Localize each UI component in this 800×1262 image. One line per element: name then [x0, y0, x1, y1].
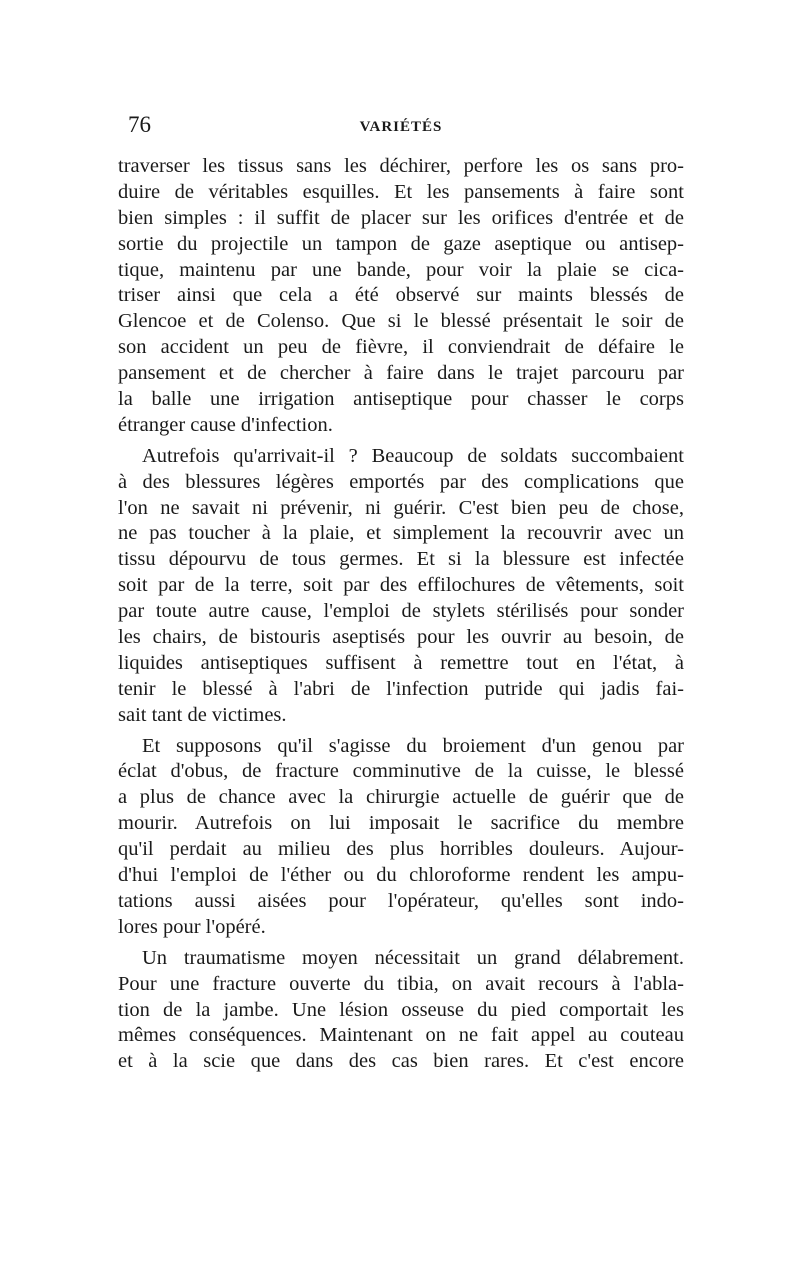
paragraph-2: [118, 444, 684, 729]
text-line: duire de véritables esquilles. Et les pansements à faire sont: [118, 180, 684, 203]
text-line: tique, maintenu par une bande, pour voir la plaie se cica-: [118, 258, 684, 281]
text-line: d'hui l'emploi de l'éther ou du chloroforme rendent les ampu-: [118, 864, 684, 887]
text-line: et à la scie que dans des cas bien rares. Et c'est encore: [118, 1050, 684, 1073]
text-line: éclat d'obus, de fracture comminutive de la cuisse, le blessé: [118, 760, 684, 783]
text-line: sait tant de victimes.: [118, 703, 287, 726]
text-line: traverser les tissus sans les déchirer, perfore les os sans pro-: [118, 155, 684, 177]
page-header: [118, 108, 684, 142]
text-line: par toute autre cause, l'emploi de stylets stérilisés pour sonder: [118, 600, 684, 623]
text-line: triser ainsi que cela a été observé sur maints blessés de: [118, 284, 684, 307]
text-line: qu'il perdait au milieu des plus horribles douleurs. Aujour-: [118, 838, 684, 861]
text-line: tenir le blessé à l'abri de l'infection putride qui jadis fai-: [118, 677, 684, 700]
text-line: ne pas toucher à la plaie, et simplement la recouvrir avec un: [118, 522, 684, 545]
text-line: Un traumatisme moyen nécessitait un grand délabrement.: [142, 946, 684, 969]
text-line: mêmes conséquences. Maintenant on ne fait appel au couteau: [118, 1024, 684, 1047]
text-line: tissu dépourvu de tous germes. Et si la blessure est infectée: [118, 548, 684, 571]
text-line: mourir. Autrefois on lui imposait le sacrifice du membre: [118, 812, 684, 835]
text-line: Et supposons qu'il s'agisse du broiement d'un genou par: [142, 734, 684, 757]
running-title: VARIÉTÉS: [359, 119, 443, 135]
text-line: a plus de chance avec la chirurgie actuelle de guérir que de: [118, 786, 684, 809]
text-line: lores pour l'opéré.: [118, 915, 266, 938]
text-line: à des blessures légères emportés par des complications que: [118, 470, 684, 493]
text-line: étranger cause d'infection.: [118, 413, 333, 436]
text-line: Pour une fracture ouverte du tibia, on avait recours à l'abla-: [118, 972, 684, 995]
paragraph-3: [118, 734, 684, 941]
book-page: [118, 108, 684, 1075]
text-line: Glencoe et de Colenso. Que si le blessé présentait le soir de: [118, 310, 684, 333]
text-line: tations aussi aisées pour l'opérateur, qu'elles sont indo-: [118, 889, 684, 912]
body-text: [118, 154, 684, 1075]
text-line: les chairs, de bistouris aseptisés pour les ouvrir au besoin, de: [118, 626, 684, 649]
paragraph-1: [118, 154, 684, 439]
text-line: soit par de la terre, soit par des effilochures de vêtements, soit: [118, 574, 684, 597]
page-number: 76: [128, 112, 151, 137]
paragraph-4: [118, 946, 684, 1075]
text-line: Autrefois qu'arrivait-il ? Beaucoup de soldats succombaient: [142, 444, 684, 467]
text-line: liquides antiseptiques suffisent à remettre tout en l'état, à: [118, 651, 684, 674]
text-line: bien simples : il suffit de placer sur les orifices d'entrée et de: [118, 206, 684, 229]
text-line: tion de la jambe. Une lésion osseuse du pied comportait les: [118, 998, 684, 1021]
text-line: sortie du projectile un tampon de gaze aseptique ou antisep-: [118, 232, 684, 255]
text-line: l'on ne savait ni prévenir, ni guérir. C'est bien peu de chose,: [118, 496, 684, 519]
text-line: son accident un peu de fièvre, il conviendrait de défaire le: [118, 336, 684, 359]
text-line: pansement et de chercher à faire dans le trajet parcouru par: [118, 362, 684, 385]
text-line: la balle une irrigation antiseptique pour chasser le corps: [118, 388, 684, 411]
